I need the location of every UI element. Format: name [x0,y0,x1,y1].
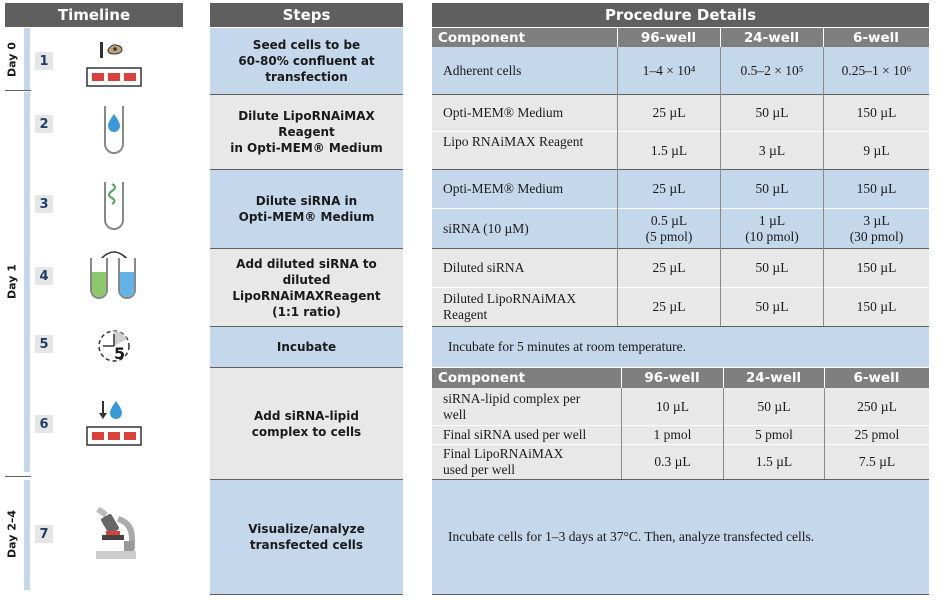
table1-cell-6: 3 µL (30 pmol) [849,212,904,244]
table2-cell-6: 25 pmol [854,427,900,442]
table1-col-6well: 6-well [823,28,929,47]
step-4-combine: Add diluted siRNA to diluted LipoRNAiMAXReagent (1:1 ratio) [210,249,403,326]
table1-cell-96: 1.5 µL [650,142,688,158]
table1-cell-96: 0.5 µL (5 pmol) [645,212,693,244]
table2-cell-component: Final LipoRNAiMAX used per well [443,446,564,477]
table1-cell-6: 150 µL [856,299,897,314]
step-number: 2 [35,115,53,133]
table2-cell-6: 250 µL [857,398,897,414]
table1-cell-6: 0.25–1 × 10⁶ [841,62,912,78]
table1-col-24well: 24-well [720,28,823,47]
table2-cell-96: 1 pmol [653,427,692,442]
table1-cell-96: 25 µL [652,105,686,120]
table2-col-24well: 24-well [723,368,824,388]
table1-cell-component: Adherent cells [443,62,522,78]
table2-col-96well: 96-well [621,368,723,388]
day-divider [5,476,31,477]
table1-cell-6: 150 µL [856,181,897,196]
table1-cell-component: siRNA (10 µM) [443,220,529,236]
dilute-reagent-tube-icon [101,104,127,156]
microscope-icon [94,505,138,561]
row-divider [432,594,929,595]
table2-cell-component: siRNA-lipid complex per well [443,390,581,422]
step-divider [210,594,403,595]
step-1-seed-cells: Seed cells to be 60-80% confluent at transfection [210,28,403,94]
table2-col-6well: 6-well [824,368,929,388]
day0-label: Day 0 [5,42,19,78]
final-note: Incubate cells for 1–3 days at 37°C. Then, analyze transfected cells. [432,480,929,594]
table1-cell-24: 0.5–2 × 10⁵ [740,62,804,78]
day1-bar [24,92,30,472]
table1-col-96well: 96-well [617,28,720,47]
table1-cell-24: 50 µL [755,260,789,275]
combine-tubes-icon [86,248,142,302]
col-divider [823,28,824,47]
procedure-header: Procedure Details [432,3,929,27]
timer-minutes: 5 [114,344,126,363]
step-5-incubate: Incubate [210,327,403,367]
table2-cell-24: 1.5 µL [755,454,793,469]
table2-cell-6: 7.5 µL [858,454,896,469]
table2-cell-96: 10 µL [656,398,689,414]
table1-cell-24: 50 µL [755,105,789,120]
dilute-sirna-tube-icon [101,180,127,232]
day-divider [5,90,31,91]
timer-clock-icon [94,326,134,366]
step-number: 1 [35,52,53,70]
timeline-header: Timeline [5,3,183,27]
step-number: 4 [35,267,53,285]
day1-label: Day 1 [5,264,19,300]
step-number: 5 [35,335,53,353]
day2-4-label: Day 2–4 [5,509,19,559]
add-complex-icon [84,397,144,449]
table1-cell-6: 9 µL [863,142,890,158]
step-number: 6 [35,415,53,433]
col-divider [621,368,622,388]
step-3-dilute-sirna: Dilute siRNA in Opti-MEM® Medium [210,170,403,248]
day0-bar [24,28,30,90]
table2-cell-24: 5 pmol [755,427,793,442]
step-2-dilute-reagent: Dilute LipoRNAiMAX Reagent in Opti-MEM® Medium [210,95,403,169]
table2-col-component: Component [432,368,621,388]
table1-cell-6: 150 µL [856,260,897,275]
col-divider [720,28,721,47]
col-divider [824,368,825,388]
seed-cells-icon [84,38,144,90]
table1-col-component: Component [432,28,617,47]
table1-cell-24: 50 µL [755,299,789,314]
table1-cell-96: 25 µL [652,260,686,275]
table1-cell-component: Diluted LipoRNAiMAX Reagent [443,291,577,322]
incubate-note: Incubate for 5 minutes at room temperature. [432,327,929,367]
step-number: 7 [35,525,53,543]
table2-cell-component: Final siRNA used per well [443,427,587,442]
table1-cell-96: 25 µL [652,181,686,196]
step-7-visualize: Visualize/analyze transfected cells [210,480,403,594]
table1-cell-component: Opti-MEM® Medium [443,105,564,120]
table1-cell-96: 1–4 × 10⁴ [642,62,696,78]
col-divider [617,28,618,47]
table1-cell-24: 1 µL (10 pmol) [745,212,799,244]
step-6-add-complex: Add siRNA-lipid complex to cells [210,368,403,479]
step-number: 3 [35,195,53,213]
table1-cell-component: Lipo RNAiMAX Reagent [443,134,584,149]
table1-cell-6: 150 µL [856,105,897,120]
table2-cell-24: 50 µL [757,398,791,414]
table1-cell-component: Opti-MEM® Medium [443,181,564,196]
table1-cell-24: 50 µL [755,181,789,196]
table1-cell-24: 3 µL [758,142,786,158]
table2-cell-96: 0.3 µL [654,454,691,469]
col-divider [723,368,724,388]
day2-4-bar [24,480,30,590]
table1-cell-component: Diluted siRNA [443,260,525,275]
table1-cell-96: 25 µL [652,299,686,314]
steps-header: Steps [210,3,403,27]
